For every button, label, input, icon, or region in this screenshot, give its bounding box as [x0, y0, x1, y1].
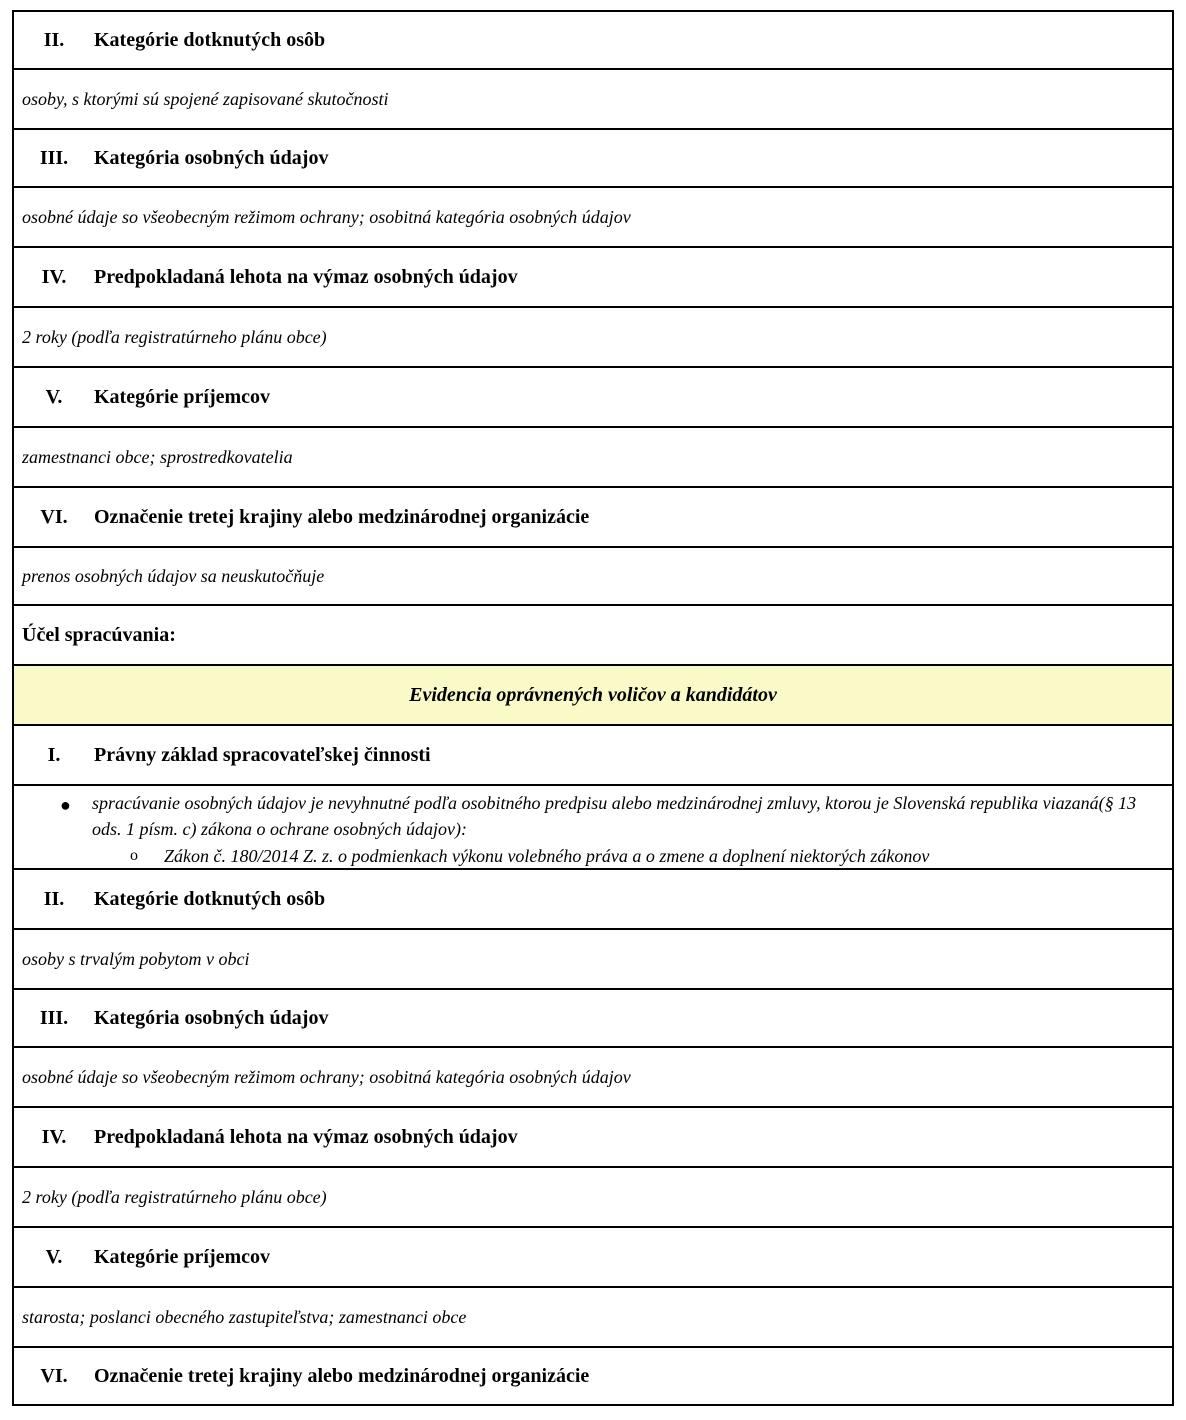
- section-title: Kategória osobných údajov: [94, 1006, 329, 1029]
- section-number: II.: [43, 28, 65, 51]
- section-value: prenos osobných údajov sa neuskutočňuje: [12, 548, 1174, 606]
- section-title: Kategórie dotknutých osôb: [94, 28, 326, 51]
- section-number: III.: [39, 146, 69, 169]
- section-number: II.: [43, 887, 65, 910]
- section-number: V.: [45, 1245, 63, 1268]
- section-title: Kategórie dotknutých osôb: [94, 887, 326, 910]
- section-number: VI.: [40, 1364, 68, 1387]
- purpose-banner: Evidencia oprávnených voličov a kandidátov: [12, 666, 1174, 726]
- section-title: Právny základ spracovateľskej činnosti: [94, 743, 431, 766]
- section-number: VI.: [40, 505, 68, 528]
- section-title: Označenie tretej krajiny alebo medzinárodnej organizácie: [94, 505, 590, 528]
- legal-basis-subitem: Zákon č. 180/2014 Z. z. o podmienkach výkonu volebného práva a o zmene a doplnení niektorých zákonov: [164, 846, 930, 866]
- section-heading: [12, 870, 1174, 930]
- sub-bullet-marker: o: [130, 847, 138, 864]
- processing-record-table: [12, 10, 1174, 1406]
- section-number: IV.: [41, 1125, 67, 1148]
- section-number: V.: [45, 385, 63, 408]
- section-value: 2 roky (podľa registratúrneho plánu obce): [12, 1168, 1174, 1228]
- section-value: 2 roky (podľa registratúrneho plánu obce): [12, 308, 1174, 368]
- section-heading: [12, 248, 1174, 308]
- section-heading: [12, 990, 1174, 1048]
- section-number: IV.: [41, 265, 67, 288]
- section-value: starosta; poslanci obecného zastupiteľstva; zamestnanci obce: [12, 1288, 1174, 1348]
- section-heading: [12, 1348, 1174, 1406]
- section-heading: [12, 368, 1174, 428]
- purpose-label: Účel spracúvania:: [12, 606, 1174, 666]
- section-value: osobné údaje so všeobecným režimom ochrany; osobitná kategória osobných údajov: [12, 1048, 1174, 1108]
- section-title: Predpokladaná lehota na výmaz osobných údajov: [94, 1125, 518, 1148]
- section-value: osoby, s ktorými sú spojené zapisované skutočnosti: [12, 70, 1174, 130]
- section-title: Označenie tretej krajiny alebo medzinárodnej organizácie: [94, 1364, 590, 1387]
- bullet-marker: ●: [60, 795, 71, 815]
- section-title: Kategórie príjemcov: [94, 1245, 271, 1268]
- section-heading: [12, 130, 1174, 188]
- section-title: Kategórie príjemcov: [94, 385, 271, 408]
- section-heading: [12, 1108, 1174, 1168]
- section-heading: [12, 488, 1174, 548]
- section-title: Kategória osobných údajov: [94, 146, 329, 169]
- section-value: osobné údaje so všeobecným režimom ochrany; osobitná kategória osobných údajov: [12, 188, 1174, 248]
- section-number: III.: [39, 1006, 69, 1029]
- section-value: osoby s trvalým pobytom v obci: [12, 930, 1174, 990]
- legal-basis-list: [12, 786, 1174, 870]
- section-number: I.: [47, 743, 61, 766]
- legal-basis-item: spracúvanie osobných údajov je nevyhnutné podľa osobitného predpisu alebo medzinárodnej zmluvy, ktorou je Slovenská republika viazaná(§ 13 ods. 1 písm. c) zákona o ochrane osobných údajov):: [92, 793, 1137, 839]
- section-value: zamestnanci obce; sprostredkovatelia: [12, 428, 1174, 488]
- section-title: Predpokladaná lehota na výmaz osobných údajov: [94, 265, 518, 288]
- section-heading: [12, 726, 1174, 786]
- section-heading: [12, 1228, 1174, 1288]
- section-heading: [12, 12, 1174, 70]
